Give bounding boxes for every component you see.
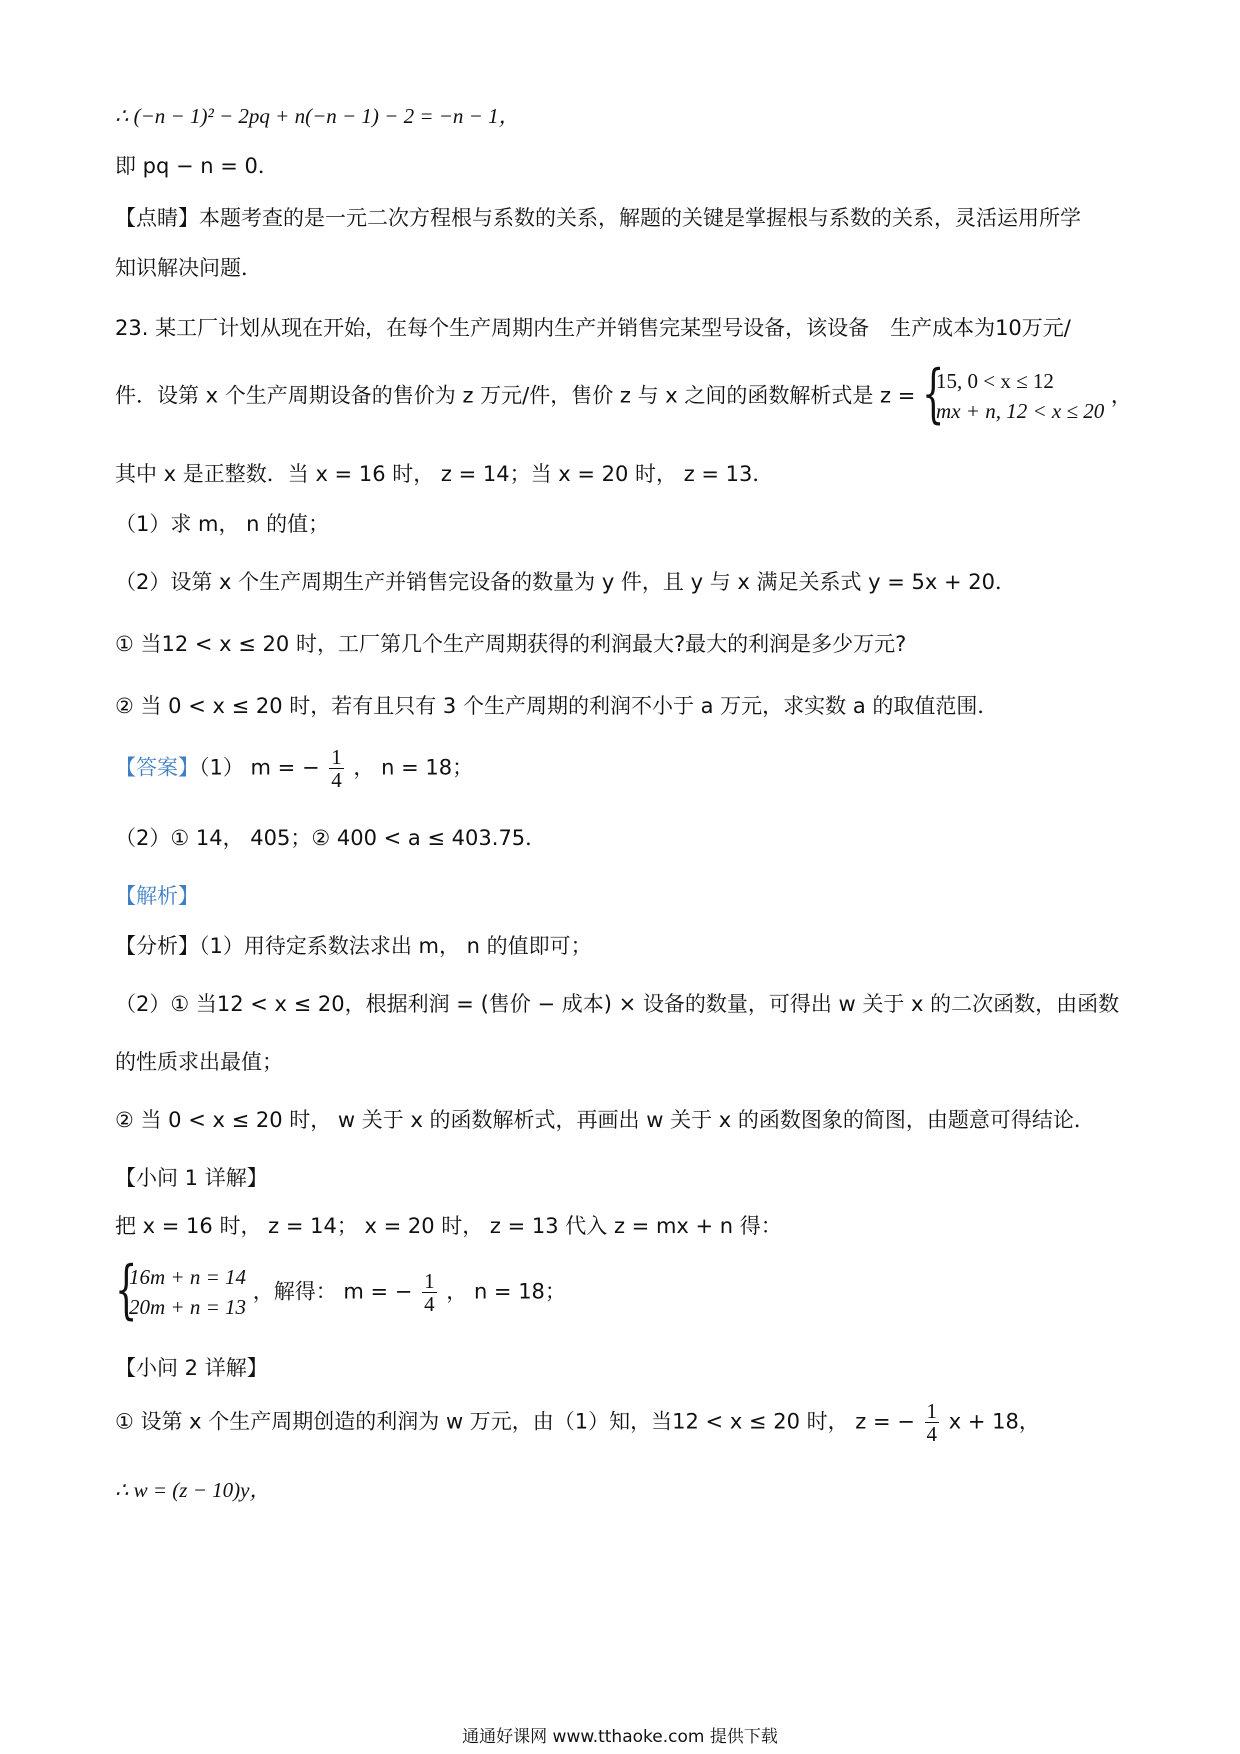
fraction [422, 1270, 437, 1315]
equation-line-1: ∴ (−n − 1)² − 2pq + n(−n − 1) − 2 = −n − 1， [115, 104, 520, 128]
fraction-denominator: 4 [424, 1291, 435, 1316]
dianjing-line: 【点睛】本题考查的是一元二次方程根与系数的关系，解题的关键是掌握根与系数的关系，灵活运用所学 [115, 206, 1081, 230]
answer-part-2: ， n = 18； [353, 755, 474, 780]
dianjing-line-cont: 知识解决问题． [115, 256, 262, 280]
sub-question-2: （2）设第 x 个生产周期生产并销售完设备的数量为 y 件，且 y 与 x 满足关系式 y = 5x + 20． [115, 570, 1016, 594]
answer-line-2: （2）① 14， 405；② 400 < a ≤ 403.75． [115, 826, 547, 850]
system-solution-end: ， n = 18； [446, 1279, 566, 1304]
sub-answer-2-text: ① 设第 x 个生产周期创造的利润为 w 万元，由（1）知，当12 < x ≤ 20 时， z = − [115, 1409, 915, 1434]
question-23-line-1: 23. 某工厂计划从现在开始，在每个生产周期内生产并销售完某型号设备，该设备 生产成本为10万元/ [115, 316, 1071, 340]
piecewise-row-2: mx + n, 12 < x ≤ 20 [936, 399, 1105, 424]
piecewise-end: ， [1110, 383, 1132, 408]
sub-answer-1-line-1: 把 x = 16 时， z = 14； x = 20 时， z = 13 代入 z = mx + n 得： [115, 1214, 782, 1238]
sub-answer-1-heading: 【小问 1 详解】 [115, 1166, 268, 1190]
fraction [925, 1400, 940, 1445]
sub-answer-2-line-2: ∴ w = (z − 10)y， [115, 1478, 271, 1502]
equation-system-line [115, 1253, 566, 1327]
fraction-numerator: 1 [926, 1399, 938, 1423]
sub-answer-2-text-end: x + 18， [948, 1409, 1040, 1434]
analysis-line-3: 的性质求出最值； [115, 1050, 283, 1074]
piecewise-row-1: 15, 0 < x ≤ 12 [936, 369, 1054, 393]
system-solution: ，解得： m = − [252, 1279, 413, 1304]
question-23-line-3: 其中 x 是正整数．当 x = 16 时， z = 14；当 x = 20 时， z = 13． [115, 462, 774, 486]
answer-part-1: （1） m = − [199, 755, 320, 780]
sub-answer-2-line-1 [115, 1400, 1040, 1445]
brace-icon: { [115, 1253, 138, 1327]
fraction-numerator: 1 [331, 745, 342, 769]
fraction-denominator: 4 [331, 768, 342, 793]
equation-system [115, 1253, 247, 1327]
question-23-line-2 [115, 357, 1132, 431]
analysis-line-4: ② 当 0 < x ≤ 20 时， w 关于 x 的函数解析式，再画出 w 关于 x 的函数图象的简图，由题意可得结论． [115, 1108, 1095, 1132]
page-footer: 通通好课网 www.tthaoke.com 提供下载 [462, 1727, 778, 1747]
sub-question-1: （1）求 m， n 的值； [115, 512, 330, 536]
sub-answer-2-heading: 【小问 2 详解】 [115, 1356, 268, 1380]
analysis-line-2: （2）① 当12 < x ≤ 20，根据利润 = (售价 − 成本) × 设备的数量，可得出 w 关于 x 的二次函数，由函数 [115, 992, 1120, 1016]
system-row-1: 16m + n = 14 [129, 1265, 247, 1289]
answer-line-1 [115, 746, 473, 791]
sub-question-2-part-2: ② 当 0 < x ≤ 20 时，若有且只有 3 个生产周期的利润不小于 a 万元，求实数 a 的取值范围． [115, 694, 999, 718]
question-23-text: 件．设第 x 个生产周期设备的售价为 z 万元/件，售价 z 与 x 之间的函数解析式是 z = [115, 383, 916, 408]
brace-icon: { [922, 357, 945, 431]
answer-label: 【答案】 [115, 755, 199, 780]
analysis-line-1: 【分析】（1）用待定系数法求出 m， n 的值即可； [115, 934, 592, 958]
system-row-2: 20m + n = 13 [129, 1295, 247, 1320]
fraction-numerator: 1 [424, 1268, 435, 1293]
equation-line-2: 即 pq − n = 0． [115, 154, 279, 178]
fraction-denominator: 4 [926, 1422, 938, 1447]
fraction [329, 746, 344, 791]
piecewise-function [922, 357, 1105, 431]
sub-question-2-part-1: ① 当12 < x ≤ 20 时，工厂第几个生产周期获得的利润最大?最大的利润是多少万元? [115, 632, 907, 656]
analysis-label: 【解析】 [115, 884, 199, 908]
